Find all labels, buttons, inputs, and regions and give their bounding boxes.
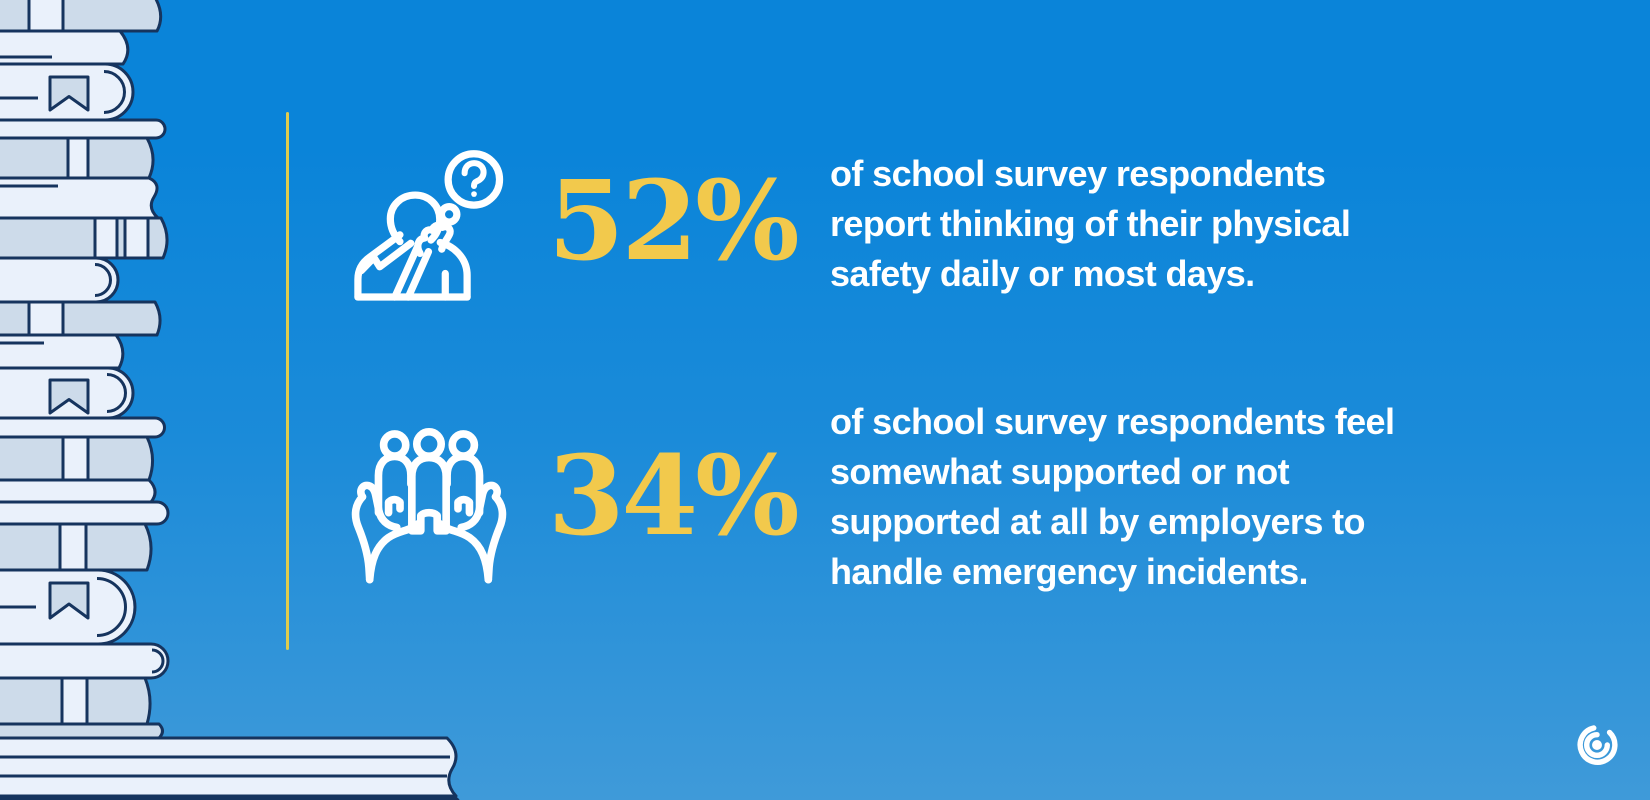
stat-description-line: safety daily or most days. bbox=[830, 253, 1255, 294]
brand-logo-icon bbox=[1571, 719, 1623, 771]
stat-value-1: 52% bbox=[548, 156, 797, 285]
people-supported-icon bbox=[344, 424, 514, 588]
vertical-divider-line bbox=[286, 112, 289, 650]
thinking-person-icon bbox=[347, 145, 515, 313]
stat-description-1 bbox=[830, 149, 1350, 299]
stat-description-line: somewhat supported or not bbox=[830, 451, 1290, 492]
stat-description-line: supported at all by employers to bbox=[830, 501, 1365, 542]
stat-value-2: 34% bbox=[548, 431, 797, 560]
stat-description-line: of school survey respondents feel bbox=[830, 401, 1395, 442]
stat-description-line: handle emergency incidents. bbox=[830, 551, 1308, 592]
stat-description-line: of school survey respondents bbox=[830, 153, 1326, 194]
book-stack-illustration bbox=[0, 0, 470, 800]
stat-description-2 bbox=[830, 397, 1394, 597]
stat-description-line: report thinking of their physical bbox=[830, 203, 1351, 244]
